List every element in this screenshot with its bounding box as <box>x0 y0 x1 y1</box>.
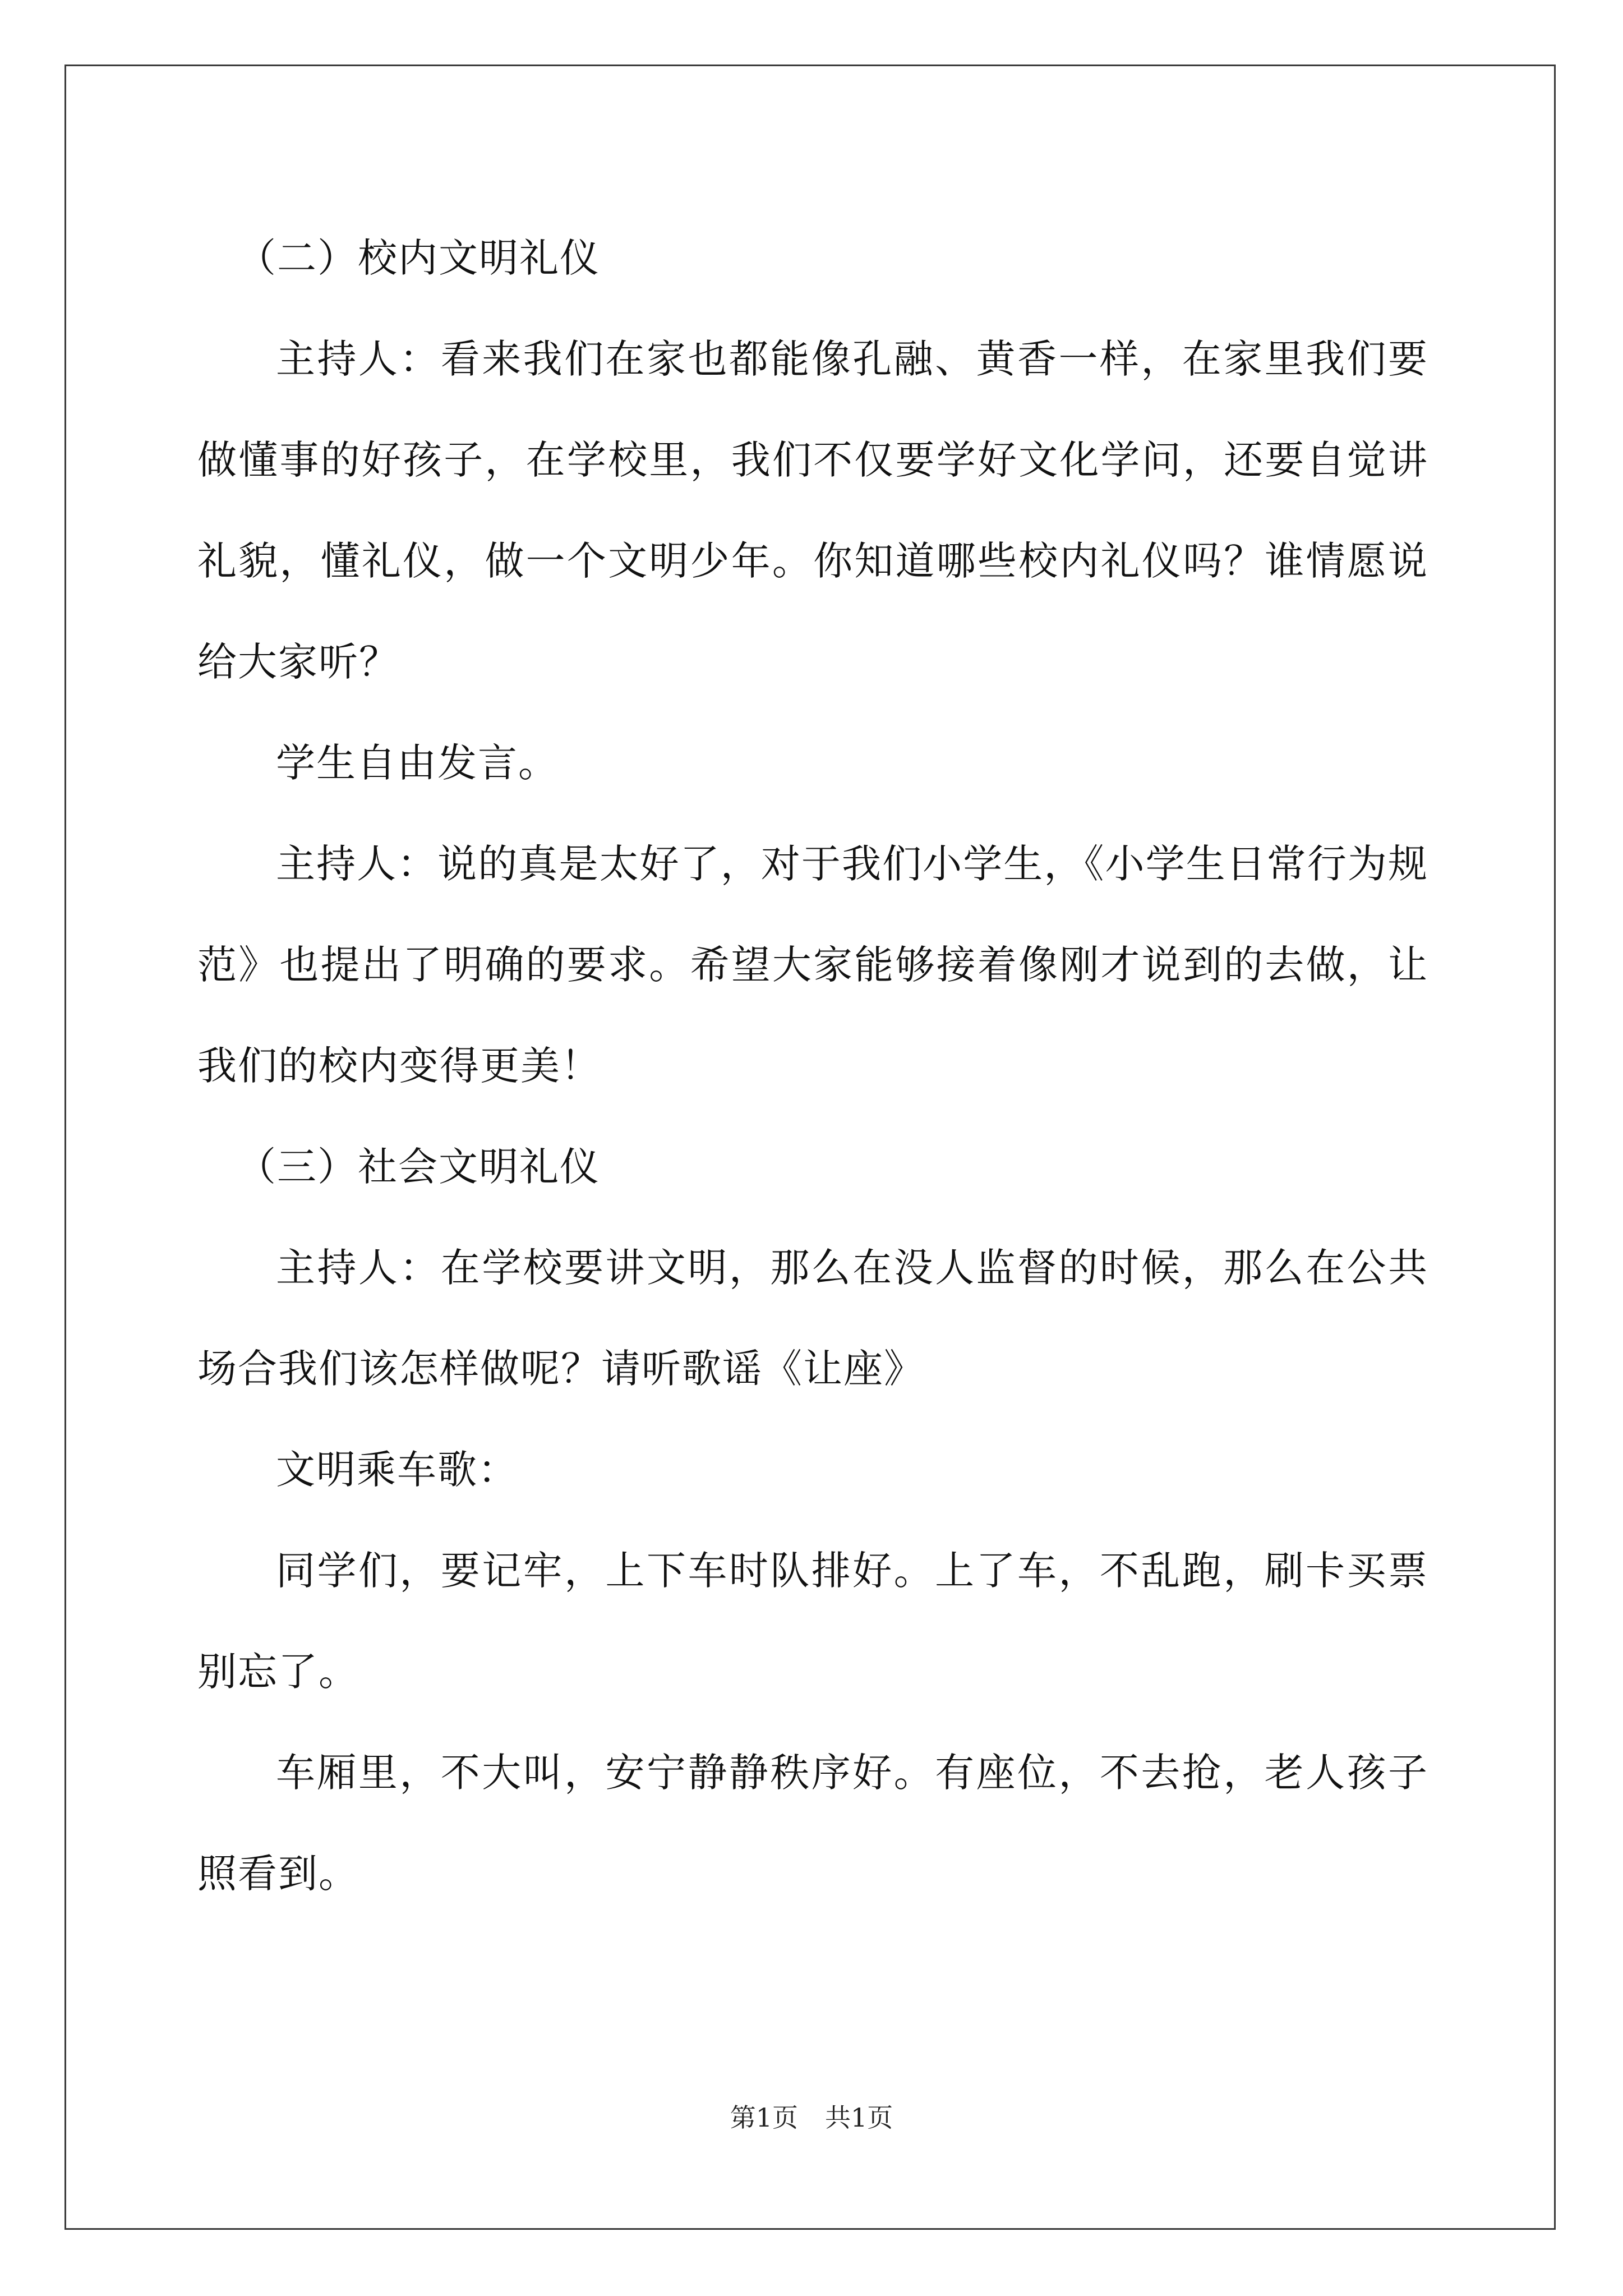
total-pages: 共1页 <box>825 2102 893 2133</box>
document-body <box>197 208 1428 1924</box>
paragraph-song-title: 文明乘车歌： <box>276 1447 518 1493</box>
paragraph-host-public: 主持人：在学校要讲文明，那么在没人监督的时候，那么在公共场合我们该怎样做呢？请听歌谣《让座》 <box>197 1245 1428 1392</box>
paragraph-song-verse-2: 车厢里，不大叫，安宁静静秩序好。有座位，不去抢，老人孩子照看到。 <box>197 1750 1428 1897</box>
paragraph-host-norms: 主持人：说的真是太好了，对于我们小学生，《小学生日常行为规范》也提出了明确的要求。希望大家能够接着像刚才说到的去做，让我们的校内变得更美！ <box>197 841 1428 1089</box>
paragraph-song-verse-1: 同学们，要记牢，上下车时队排好。上了车，不乱跑，刷卡买票别忘了。 <box>197 1548 1428 1695</box>
page-number: 第1页 <box>730 2102 798 2133</box>
page-footer <box>0 2101 1623 2134</box>
section-heading-campus: （二）校内文明礼仪 <box>237 235 600 281</box>
paragraph-students-speak: 学生自由发言。 <box>276 740 559 786</box>
paragraph-host-campus-intro: 主持人：看来我们在家也都能像孔融、黄香一样，在家里我们要做懂事的好孩子，在学校里，我们不仅要学好文化学问，还要自觉讲礼貌，懂礼仪，做一个文明少年。你知道哪些校内礼仪吗？谁情愿说给大家听？ <box>197 336 1428 685</box>
section-heading-society: （三）社会文明礼仪 <box>237 1144 600 1190</box>
